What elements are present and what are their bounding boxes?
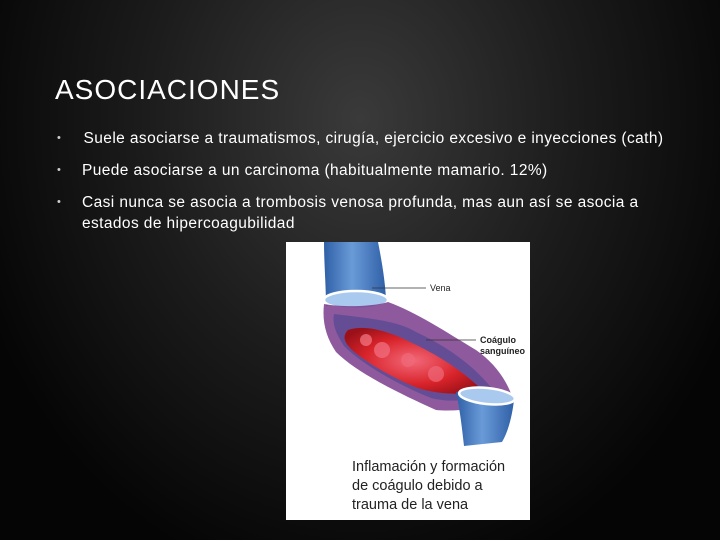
clot-cell (401, 353, 415, 367)
figure-caption (352, 458, 528, 515)
bullet-dot-icon: • (57, 132, 62, 144)
caption-line: Inflamación y formación (352, 459, 506, 475)
clot-cell (360, 334, 372, 346)
caption-line: trauma de la vena (352, 497, 469, 513)
clot-cell (428, 366, 444, 382)
bullet-dot-icon: • (57, 164, 62, 176)
clot-cell (374, 342, 390, 358)
vein-label: Vena (430, 283, 451, 293)
vein-clot-illustration (286, 242, 530, 520)
bullet-text: Casi nunca se asocia a trombosis venosa profunda, mas aun así se asocia a estados de hipercoagubilidad (82, 194, 639, 232)
bullet-dot-icon: • (57, 196, 62, 208)
bullet-text: Suele asociarse a traumatismos, cirugía, ejercicio excesivo e inyecciones (cath) (83, 130, 664, 147)
clot-label-line2: sanguíneo (480, 346, 526, 356)
caption-line: de coágulo debido a (352, 478, 483, 494)
bullet-item-trauma (55, 128, 665, 149)
slide-title: ASOCIACIONES (55, 74, 281, 105)
clot-label-line1: Coágulo (480, 335, 516, 345)
bullet-item-thrombosis (55, 192, 665, 234)
bullet-list (55, 128, 665, 245)
bullet-text: Puede asociarse a un carcinoma (habitualmente mamario. 12%) (82, 162, 548, 179)
bullet-item-carcinoma (55, 160, 665, 181)
